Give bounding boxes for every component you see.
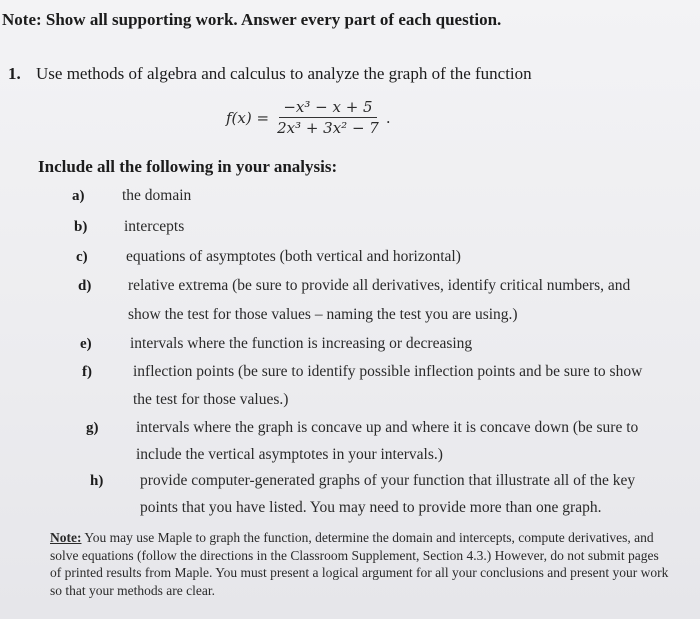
- item-text-f-line-2: the test for those values.): [133, 391, 289, 408]
- item-letter-d: d): [78, 278, 92, 294]
- item-text-g-line-1: intervals where the graph is concave up and where it is concave down (be sure to: [136, 419, 639, 436]
- footer-note: [50, 529, 670, 599]
- item-letter-h: h): [90, 473, 104, 489]
- item-text-e-line-1: intervals where the function is increasing or decreasing: [130, 335, 473, 352]
- item-text-a-line-1: the domain: [122, 187, 192, 204]
- footer-note-text: You may use Maple to graph the function, determine the domain and intercepts, compute derivatives, and solve equations (follow the directions in the Classroom Supplement, Section 4.3.) However, do not submit pages of printed results from Maple. You must present a logical argument for all your conclusions and present your work so that your methods are clear.: [50, 530, 669, 598]
- formula-lhs: f(x) =: [226, 108, 270, 127]
- item-text-b-line-1: intercepts: [124, 218, 185, 235]
- formula-denominator: 2x³ + 3x² − 7: [277, 119, 379, 137]
- item-letter-c: c): [76, 249, 88, 265]
- function-formula: [226, 98, 391, 137]
- item-letter-g: g): [86, 420, 99, 436]
- formula-fraction: [273, 98, 383, 137]
- item-text-f-line-1: inflection points (be sure to identify possible inflection points and be sure to show: [133, 363, 643, 380]
- item-text-c-line-1: equations of asymptotes (both vertical and horizontal): [126, 248, 461, 265]
- item-text-d-line-2: show the test for those values – naming the test you are using.): [128, 306, 518, 323]
- include-heading: Include all the following in your analysis:: [38, 157, 338, 176]
- item-text-g-line-2: include the vertical asymptotes in your intervals.): [136, 446, 443, 463]
- question-number: 1.: [8, 64, 21, 83]
- item-text-h-line-2: points that you have listed. You may need to provide more than one graph.: [140, 499, 602, 516]
- formula-numerator: −x³ − x + 5: [279, 98, 376, 118]
- instructions-note: Note: Show all supporting work. Answer every part of each question.: [2, 10, 502, 29]
- item-letter-a: a): [72, 188, 85, 204]
- item-letter-f: f): [82, 364, 92, 380]
- item-letter-e: e): [80, 336, 92, 352]
- footer-note-label: Note:: [50, 530, 82, 545]
- question-text: Use methods of algebra and calculus to analyze the graph of the function: [36, 64, 532, 83]
- item-text-h-line-1: provide computer-generated graphs of your function that illustrate all of the key: [140, 472, 636, 489]
- item-letter-b: b): [74, 219, 88, 235]
- item-text-d-line-1: relative extrema (be sure to provide all derivatives, identify critical numbers, and: [128, 277, 631, 294]
- formula-end: .: [385, 108, 391, 127]
